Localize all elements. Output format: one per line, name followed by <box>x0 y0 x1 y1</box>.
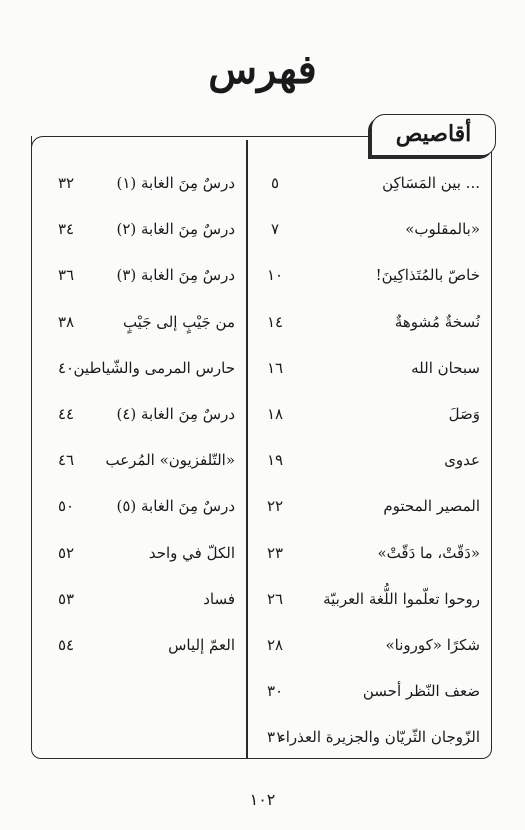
toc-entry-title: «دَقّتْ، ما دَقّتْ» <box>377 543 480 562</box>
toc-column-right <box>248 160 488 760</box>
page-title: فهرس <box>208 46 317 93</box>
toc-entry-page: ٣٢ <box>57 174 75 192</box>
toc-entry-page: ٢٨ <box>266 635 284 654</box>
toc-entry <box>33 391 245 437</box>
toc-entry-page: ٥٠ <box>57 497 75 516</box>
toc-entry <box>248 206 488 252</box>
toc-entry <box>248 714 488 760</box>
toc-entry <box>33 576 245 622</box>
toc-entry <box>248 622 488 668</box>
toc-entry <box>248 483 488 529</box>
section-heading: أقاصيص <box>371 114 496 156</box>
toc-entry-page: ٥٢ <box>57 543 75 562</box>
toc-entry <box>248 160 488 206</box>
toc-entry-page: ١٨ <box>266 404 284 423</box>
toc-entry <box>33 206 245 252</box>
toc-entry-page: ٤٤ <box>57 404 75 423</box>
toc-entry-title: العمّ إلياس <box>168 635 235 654</box>
toc-entry-page: ١٠ <box>266 266 284 285</box>
toc-entry <box>248 252 488 298</box>
toc-entry-title: درسٌ مِنَ الغابة (١) <box>116 174 235 192</box>
toc-column-left <box>33 160 245 668</box>
toc-entry-title: درسٌ مِنَ الغابة (٢) <box>116 220 235 239</box>
toc-entry-title: «بالمقلوب» <box>405 220 480 239</box>
toc-entry-page: ٣٦ <box>57 266 75 285</box>
toc-entry <box>248 437 488 483</box>
toc-entry <box>248 530 488 576</box>
toc-entry-title: فساد <box>203 589 235 608</box>
toc-entry-title: درسٌ مِنَ الغابة (٣) <box>116 266 235 285</box>
toc-entry <box>248 576 488 622</box>
toc-entry-title: شكرًا «كورونا» <box>385 635 480 654</box>
toc-entry-title: روحوا تعلّموا اللُّغة العربيّة <box>323 589 480 608</box>
toc-entry-page: ٧ <box>270 220 280 239</box>
toc-entry-page: ٥ <box>270 174 280 192</box>
toc-entry-title: درسٌ مِنَ الغابة (٥) <box>116 497 235 516</box>
toc-entry <box>248 345 488 391</box>
toc-entry <box>33 530 245 576</box>
toc-entry-page: ٣٤ <box>57 220 75 239</box>
toc-entry-page: ٢٣ <box>266 543 284 562</box>
toc-frame-top <box>31 136 382 151</box>
toc-entry <box>248 391 488 437</box>
toc-entry-page: ١٦ <box>266 358 284 377</box>
toc-entry-title: الزّوجان الثّريّان والجزيرة العذراء <box>278 728 480 747</box>
toc-entry-title: المصير المحتوم <box>383 497 480 516</box>
toc-entry-title: نُسخةٌ مُشوهةٌ <box>394 312 480 331</box>
toc-entry-title: ضعف النّظر أحسن <box>362 682 480 701</box>
toc-entry-title: من جَيْبٍ إلى جَيْبٍ <box>122 312 235 331</box>
toc-entry-page: ٥٣ <box>57 589 75 608</box>
toc-entry-page: ٢٦ <box>266 589 284 608</box>
toc-entry-title: سبحان الله <box>411 358 480 377</box>
toc-entry <box>33 252 245 298</box>
toc-entry-page: ٤٦ <box>57 451 75 470</box>
toc-entry-title: خاصّ بالمُتَذاكِينَ! <box>375 266 480 285</box>
toc-entry-title: ... بين المَسَاكِن <box>382 174 480 192</box>
toc-entry-page: ٢٢ <box>266 497 284 516</box>
toc-entry <box>33 483 245 529</box>
toc-entry-title: الكلّ في واحد <box>148 543 235 562</box>
toc-entry <box>33 160 245 206</box>
toc-entry-title: عدوى <box>444 451 480 470</box>
toc-entry <box>33 622 245 668</box>
toc-entry-title: درسٌ مِنَ الغابة (٤) <box>116 404 235 423</box>
toc-entry-page: ٤٠ <box>57 358 75 377</box>
toc-entry-page: ٣٠ <box>266 682 284 701</box>
toc-entry <box>33 299 245 345</box>
toc-entry-title: حارس المرمى والشّياطين <box>73 358 235 377</box>
toc-entry <box>248 299 488 345</box>
toc-entry-title: وَصَلَ <box>448 404 480 423</box>
toc-entry-page: ٥٤ <box>57 635 75 654</box>
toc-entry-page: ٣١ <box>266 728 284 747</box>
toc-entry <box>33 437 245 483</box>
toc-entry-page: ١٤ <box>266 312 284 331</box>
toc-entry <box>33 345 245 391</box>
toc-entry-title: «التّلفزيون» المُرعب <box>105 451 235 470</box>
toc-entry-page: ٣٨ <box>57 312 75 331</box>
toc-entry <box>248 668 488 714</box>
page-number: ١٠٢ <box>249 790 276 809</box>
toc-entry-page: ١٩ <box>266 451 284 470</box>
